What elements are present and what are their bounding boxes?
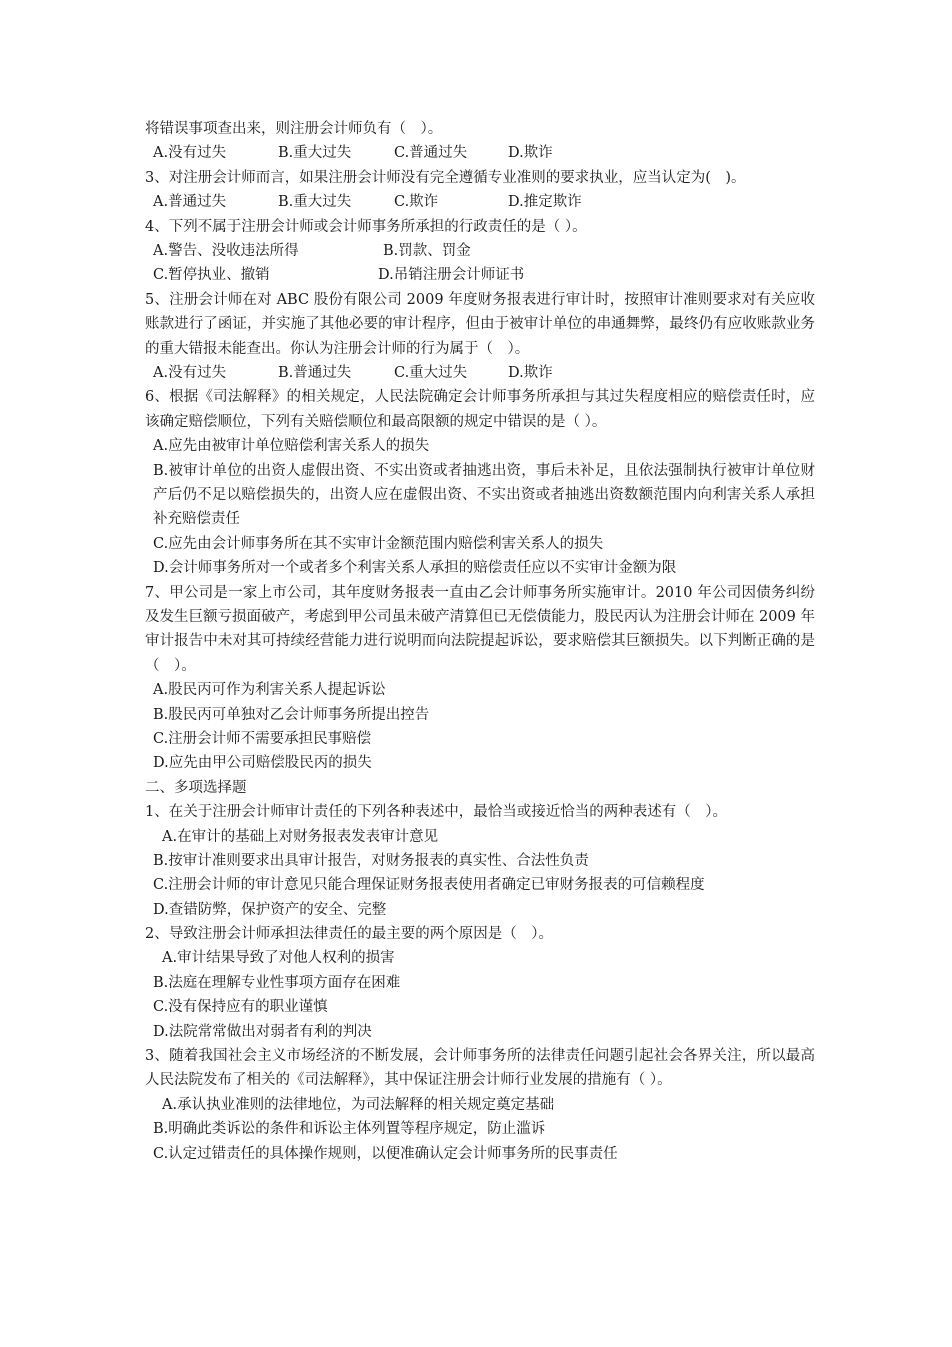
option-c: C.认定过错责任的具体操作规则，以便准确认定会计师事务所的民事责任 — [153, 1145, 618, 1162]
option-b: B.普通过失 — [278, 364, 352, 381]
option-a: A.承认执业准则的法律地位，为司法解释的相关规定奠定基础 — [162, 1096, 555, 1113]
option-d: D.查错防弊，保护资产的安全、完整 — [153, 901, 387, 918]
section-heading: 二、多项选择题 — [145, 779, 247, 796]
option-a: A.没有过失 — [153, 145, 227, 162]
option-a: A.股民丙可作为利害关系人提起诉讼 — [153, 682, 386, 699]
option-c: C.暂停执业、撤销 — [153, 267, 270, 284]
option-b: B.股民丙可单独对乙会计师事务所提出控告 — [153, 706, 430, 723]
option-d: D.会计师事务所对一个或者多个利害关系人承担的赔偿责任应以不实审计金额为限 — [153, 560, 677, 577]
option-c: C.注册会计师的审计意见只能合理保证财务报表使用者确定已审财务报表的可信赖程度 — [153, 877, 705, 894]
option-a: A.普通过失 — [153, 194, 227, 211]
option-d: D.欺诈 — [508, 145, 553, 162]
option-d: D.应先由甲公司赔偿股民丙的损失 — [153, 755, 372, 772]
option-b: B.明确此类诉讼的条件和诉讼主体列置等程序规定，防止滥诉 — [153, 1121, 546, 1138]
option-a: A.审计结果导致了对他人权利的损害 — [162, 950, 395, 967]
question-stem: 5、注册会计师在对 ABC 股份有限公司 2009 年度财务报表进行审计时，按照审计准则要求对有关应收账款进行了函证，并实施了其他必要的审计程序，但由于被审计单位的串通舞弊，最终仍有应收账款业务的重大错报未能查出。你认为注册会计师的行为属于（ ）。 — [145, 291, 815, 357]
options-row — [145, 263, 815, 287]
option-c: C.欺诈 — [394, 194, 439, 211]
option-a: A.在审计的基础上对财务报表发表审计意见 — [162, 828, 439, 845]
options-row — [145, 141, 815, 165]
option-d: D.推定欺诈 — [508, 194, 582, 211]
option-c: C.普通过失 — [394, 145, 468, 162]
option-a: A.应先由被审计单位赔偿利害关系人的损失 — [153, 438, 430, 455]
option-a: A.警告、没收违法所得 — [153, 242, 299, 259]
options-row — [145, 361, 815, 385]
options-row — [145, 190, 815, 214]
option-d: D.法院常常做出对弱者有利的判决 — [153, 1023, 372, 1040]
option-b: B.按审计准则要求出具审计报告，对财务报表的真实性、合法性负责 — [153, 852, 589, 869]
question-stem: 7、甲公司是一家上市公司，其年度财务报表一直由乙会计师事务所实施审计。2010 年公司因债务纠纷及发生巨额亏损面破产，考虑到甲公司虽未破产清算但已无偿债能力，股民丙认为注册会计师在 2009 年审计报告中未对其可持续经营能力进行说明而向法院提起诉讼，要求赔偿其巨额损失。以下判断正确的是（ ）。 — [145, 584, 815, 674]
option-d: D.吊销注册会计师证书 — [378, 267, 525, 284]
option-a: A.没有过失 — [153, 364, 227, 381]
question-stem: 4、下列不属于注册会计师或会计师事务所承担的行政责任的是（ ）。 — [145, 218, 587, 235]
option-b: B.重大过失 — [278, 194, 352, 211]
question-stem: 1、在关于注册会计师审计责任的下列各种表述中，最恰当或接近恰当的两种表述有（ ）。 — [145, 804, 727, 821]
option-d: D.欺诈 — [508, 364, 553, 381]
option-b: B.被审计单位的出资人虚假出资、不实出资或者抽逃出资，事后未补足，且依法强制执行被审计单位财产后仍不足以赔偿损失的，出资人应在虚假出资、不实出资或者抽逃出资数额范围内向利害关系人承担补充赔偿责任 — [153, 462, 815, 528]
options-row — [145, 239, 815, 263]
question-stem: 3、对注册会计师而言，如果注册会计师没有完全遵循专业准则的要求执业，应当认定为( )。 — [145, 169, 746, 186]
option-b: B.罚款、罚金 — [383, 242, 471, 259]
option-b: B.重大过失 — [278, 145, 352, 162]
option-c: C.应先由会计师事务所在其不实审计金额范围内赔偿利害关系人的损失 — [153, 535, 604, 552]
option-b: B.法庭在理解专业性事项方面存在困难 — [153, 974, 401, 991]
option-c: C.注册会计师不需要承担民事赔偿 — [153, 730, 372, 747]
question-stem: 3、随着我国社会主义市场经济的不断发展，会计师事务所的法律责任问题引起社会各界关注，所以最高人民法院发布了相关的《司法解释》，其中保证注册会计师行业发展的措施有（ ）。 — [145, 1048, 815, 1089]
exam-text — [145, 117, 815, 1166]
option-c: C.重大过失 — [394, 364, 468, 381]
question-stem: 6、根据《司法解释》的相关规定，人民法院确定会计师事务所承担与其过失程度相应的赔偿责任时，应该确定赔偿顺位，下列有关赔偿顺位和最高限额的规定中错误的是（ ）。 — [145, 389, 815, 430]
question-stem: 2、导致注册会计师承担法律责任的最主要的两个原因是（ ）。 — [145, 926, 553, 943]
option-c: C.没有保持应有的职业谨慎 — [153, 999, 328, 1016]
question-tail-text: 将错误事项查出来，则注册会计师负有（ ）。 — [145, 121, 443, 137]
